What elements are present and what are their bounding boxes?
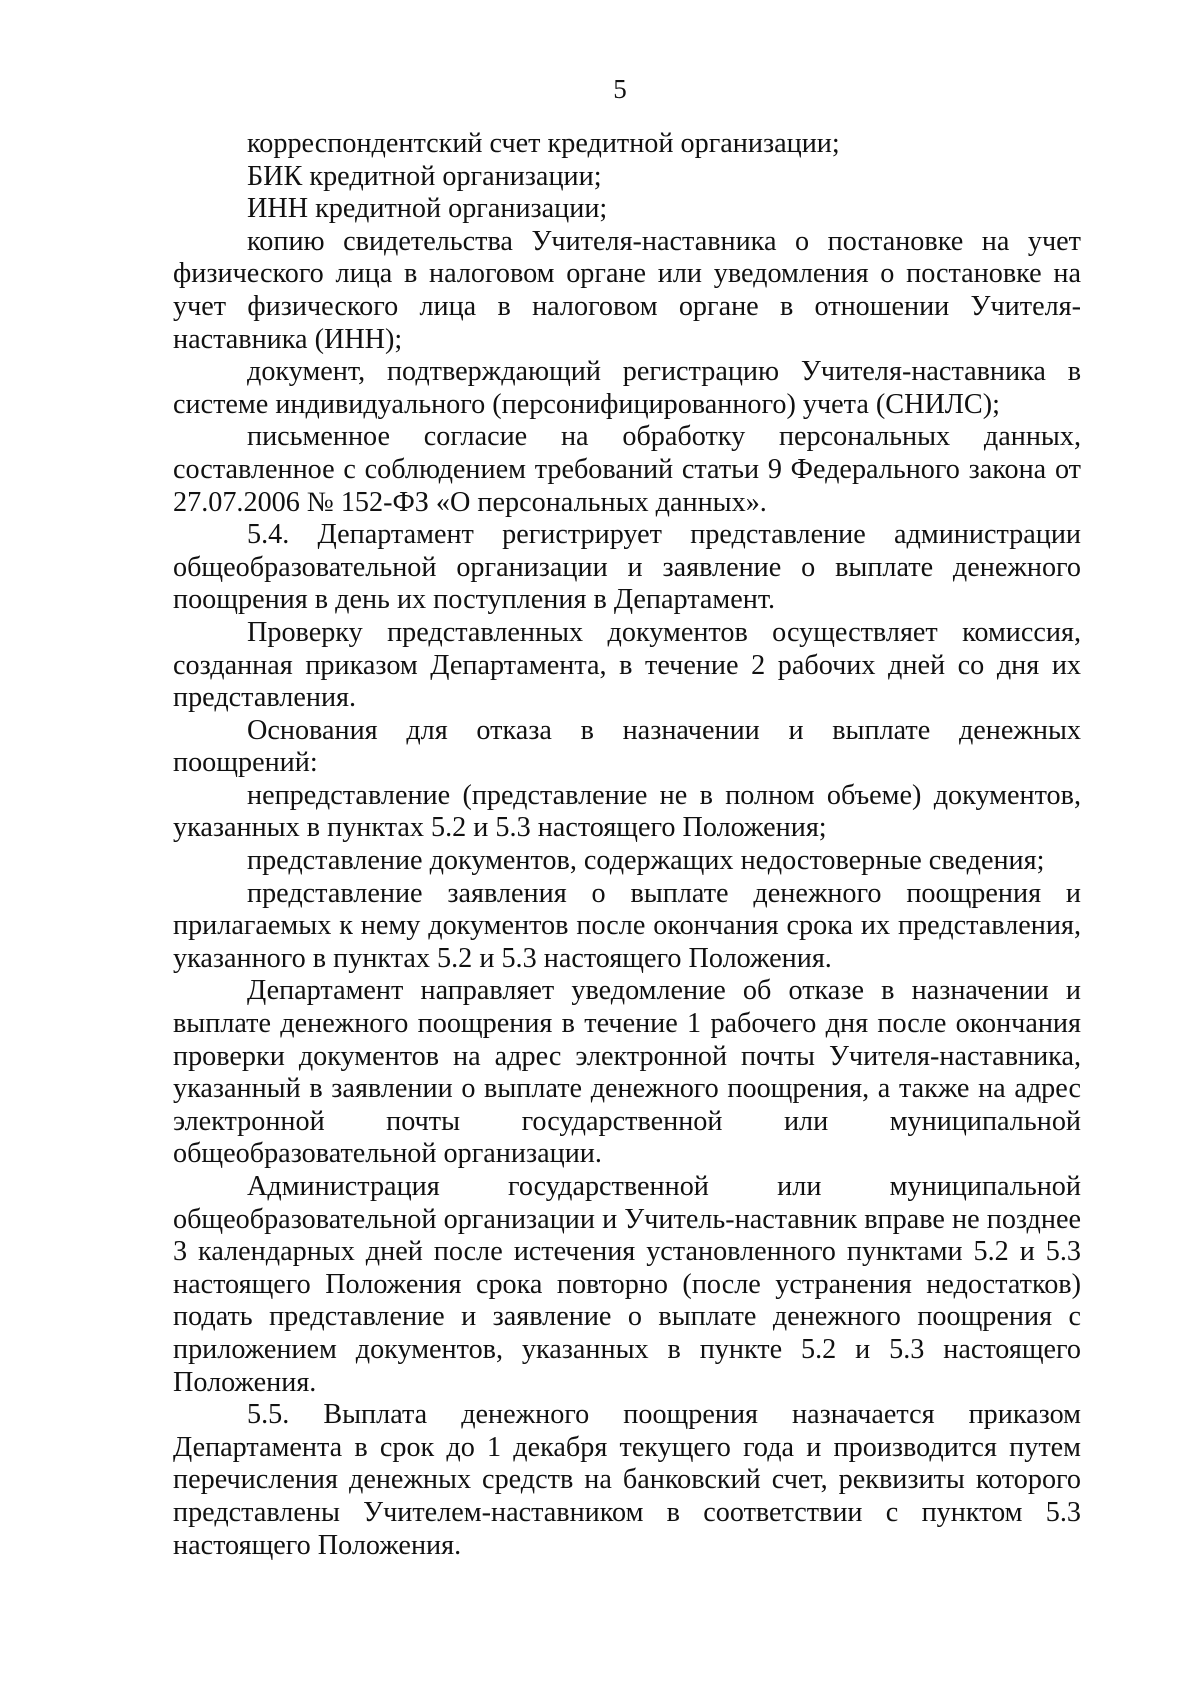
paragraph-5-4: 5.4. Департамент регистрирует представление администрации общеобразовательной организации и заявление о выплате денежного поощрения в день их поступления в Департамент. <box>173 519 1081 616</box>
paragraph-document-check: Проверку представленных документов осуществляет комиссия, созданная приказом Департамента, в течение 2 рабочих дней со дня их представления. <box>173 616 1081 714</box>
paragraph-5-5: 5.5. Выплата денежного поощрения назначается приказом Департамента в срок до 1 декабря текущего года и производится путем перечисления денежных средств на банковский счет, реквизиты которого представлены Учителем-наставником в соответствии с пунктом 5.3 настоящего Положения. <box>173 1399 1081 1561</box>
paragraph-refusal-late: представление заявления о выплате денежного поощрения и прилагаемых к нему документов после окончания срока их представления, указанного в пунктах 5.2 и 5.3 настоящего Положения. <box>173 877 1081 974</box>
paragraph-refusal-notice: Департамент направляет уведомление об отказе в назначении и выплате денежного поощрения в течение 1 рабочего дня после окончания проверки документов на адрес электронной почты Учителя-наставника, указанный в заявлении о выплате денежного поощрения, а также на адрес электронной почты государственной или муниципальной общеобразовательной организации. <box>173 975 1081 1170</box>
paragraph-inn: ИНН кредитной организации; <box>247 193 608 225</box>
paragraph-refusal-false-info: представление документов, содержащих недостоверные сведения; <box>247 845 1045 877</box>
page-number: 5 <box>613 74 627 104</box>
paragraph-resubmission: Администрация государственной или муниципальной общеобразовательной организации и Учитель-наставник вправе не позднее 3 календарных дней после истечения установленного пунктами 5.2 и 5.3 настоящего Положения срока повторно (после устранения недостатков) подать представление и заявление о выплате денежного поощрения с приложением документов, указанных в пункте 5.2 и 5.3 настоящего Положения. <box>173 1171 1081 1398</box>
paragraph-tax-certificate: копию свидетельства Учителя-наставника о постановке на учет физического лица в налоговом органе или уведомления о постановке на учет физического лица в налоговом органе в отношении Учителя-наставника (ИНН); <box>173 225 1081 355</box>
paragraph-snils: документ, подтверждающий регистрацию Учителя-наставника в системе индивидуального (персонифицированного) учета (СНИЛС); <box>173 356 1081 420</box>
paragraph-refusal-incomplete: непредставление (представление не в полном объеме) документов, указанных в пунктах 5.2 и 5.3 настоящего Положения; <box>173 779 1081 844</box>
paragraph-refusal-grounds: Основания для отказа в назначении и выплате денежных поощрений: <box>173 714 1081 779</box>
paragraph-correspondent-account: корреспондентский счет кредитной организации; <box>247 128 840 159</box>
paragraph-personal-data-consent: письменное согласие на обработку персональных данных, составленное с соблюдением требований статьи 9 Федерального закона от 27.07.2006 № 152-ФЗ «О персональных данных». <box>173 421 1081 518</box>
paragraph-bik: БИК кредитной организации; <box>247 160 602 192</box>
document-body <box>173 128 1081 1562</box>
